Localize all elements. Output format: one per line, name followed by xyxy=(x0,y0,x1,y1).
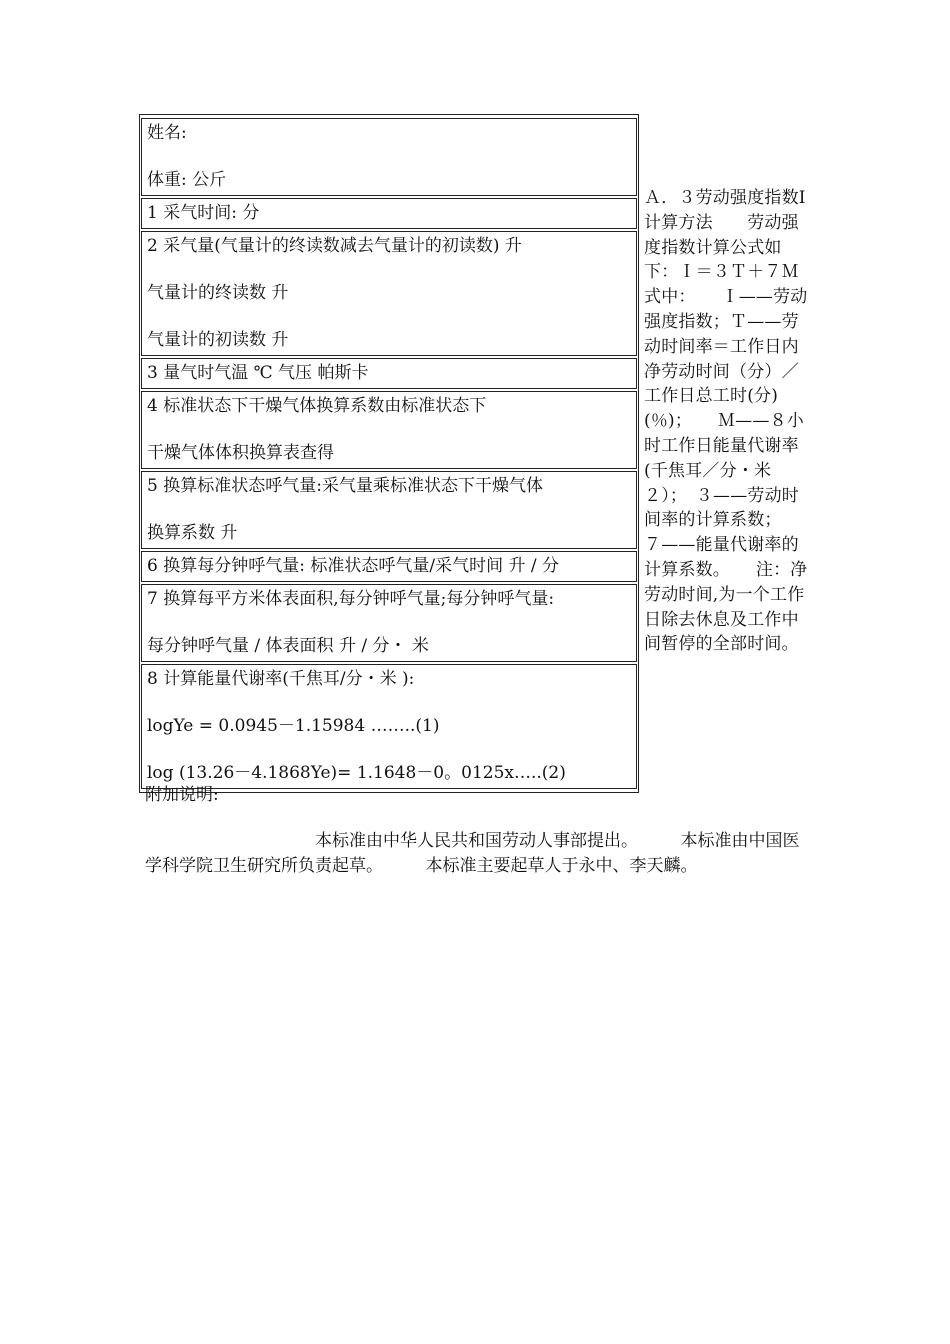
form-cell-conversion-factor xyxy=(141,391,637,469)
cell-line: 2 采气量(气量计的终读数减去气量计的初读数) 升 xyxy=(147,236,522,256)
measurement-form-table xyxy=(139,114,639,793)
cell-line: 4 标准状态下干燥气体换算系数由标准状态下 xyxy=(147,396,487,416)
table-row xyxy=(141,551,637,582)
table-row xyxy=(141,391,637,469)
appendix-title: 附加说明: xyxy=(145,785,219,805)
cell-line: 1 采气时间: 分 xyxy=(147,203,260,223)
cell-line: 6 换算每分钟呼气量: 标准状态呼气量/采气时间 升 / 分 xyxy=(147,556,560,576)
cell-line: 气量计的初读数 升 xyxy=(147,330,289,350)
cell-line: 换算系数 升 xyxy=(147,523,238,543)
formula-line: log (13.26－4.1868Ye)= 1.1648－0。0125x…..(2) xyxy=(147,763,566,783)
form-cell-temperature-pressure xyxy=(141,358,637,389)
formula-line: logYe = 0.0945－1.15984 ……..(1) xyxy=(147,716,440,736)
cell-line: 5 换算标准状态呼气量:采气量乘标准状态下干燥气体 xyxy=(147,476,543,496)
cell-line: 7 换算每平方米体表面积,每分钟呼气量;每分钟呼气量: xyxy=(147,589,555,609)
cell-line: 姓名: xyxy=(147,123,187,143)
appendix-body: 本标准由中华人民共和国劳动人事部提出。 本标准由中国医学科学院卫生研究所负责起草。 本标准主要起草人于永中、李天麟。 xyxy=(145,831,800,876)
cell-line: 体重: 公斤 xyxy=(147,170,227,190)
cell-line: 8 计算能量代谢率(千焦耳/分・米 ): xyxy=(147,669,415,689)
labor-intensity-index-note: Ａ．３劳动强度指数Ⅰ计算方法 劳动强度指数计算公式如下：Ｉ＝３Ｔ＋７Ｍ 式中： Ｉ——劳动强度指数；Ｔ——劳动时间率＝工作日内净劳动时间（分）／工作日总工时(分)(％)； Ｍ——８小时工作日能量代谢率(千焦耳／分・米 ２）； ３——劳动时间率的计算系数； ７——能量代谢率的计算系数。 注：净劳动时间,为一个工作日除去休息及工作中间暂停的全部时间。 xyxy=(644,188,834,655)
form-cell-per-minute-volume xyxy=(141,551,637,582)
form-cell-sampling-time xyxy=(141,198,637,229)
cell-line: 每分钟呼气量 / 体表面积 升 / 分・ 米 xyxy=(147,636,429,656)
form-cell-per-area-volume xyxy=(141,584,637,662)
form-cell-standard-exhaled-volume xyxy=(141,471,637,549)
table-row xyxy=(141,584,637,662)
form-cell-personal-info xyxy=(141,118,637,196)
table-row xyxy=(141,231,637,356)
table-row xyxy=(141,198,637,229)
table-row xyxy=(141,358,637,389)
form-cell-gas-volume xyxy=(141,231,637,356)
table-row xyxy=(141,664,637,789)
cell-line: 气量计的终读数 升 xyxy=(147,283,289,303)
form-cell-energy-metabolism xyxy=(141,664,637,789)
table-row xyxy=(141,471,637,549)
cell-line: 干燥气体体积换算表查得 xyxy=(147,443,334,463)
table-row xyxy=(141,118,637,196)
cell-line: 3 量气时气温 ℃ 气压 帕斯卡 xyxy=(147,363,369,383)
